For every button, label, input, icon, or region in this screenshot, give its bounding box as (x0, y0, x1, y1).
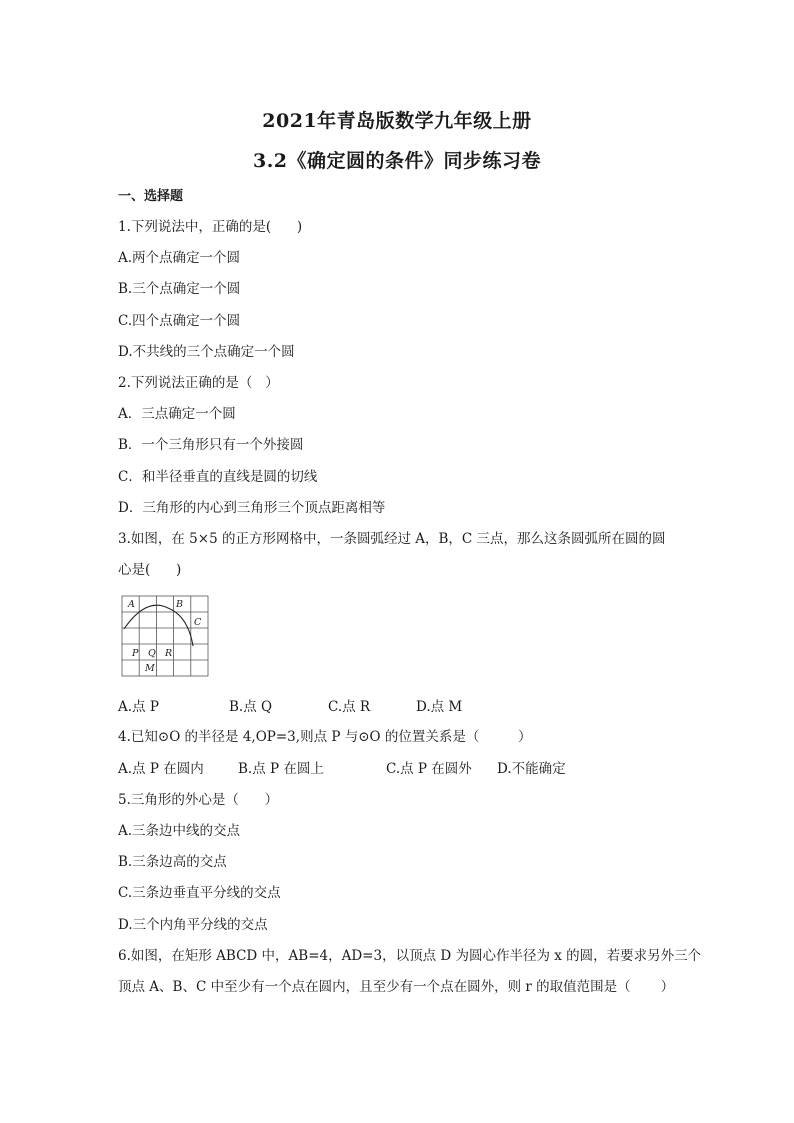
q1-option-a: A.两个点确定一个圆 (118, 250, 241, 266)
q4-stem: 4.已知⊙O 的半径是 4,OP=3,则点 P 与⊙O 的位置关系是（ ） (118, 729, 532, 745)
q4-option-c: C.点 P 在圆外 (386, 761, 472, 777)
q5-option-b: B.三条边高的交点 (118, 854, 227, 870)
q3-label-r: R (165, 648, 173, 659)
q2-stem: 2.下列说法正确的是（ ） (118, 375, 279, 391)
q5-option-d: D.三个内角平分线的交点 (118, 917, 268, 933)
q3-option-a: A.点 P (118, 699, 159, 715)
q3-stem-line1: 3.如图，在 5×5 的正方形网格中，一条圆弧经过 A，B，C 三点，那么这条圆弧所在圆的圆 (118, 531, 666, 547)
q5-stem: 5.三角形的外心是（ ） (118, 792, 279, 808)
q2-option-c: C．和半径垂直的直线是圆的切线 (118, 469, 318, 485)
q1-option-d: D.不共线的三个点确定一个圆 (118, 344, 295, 360)
q3-option-b: B.点 Q (229, 699, 273, 715)
q2-option-d: D．三角形的内心到三角形三个顶点距离相等 (118, 500, 386, 516)
q6-stem-line2: 顶点 A、B、C 中至少有一个点在圆内，且至少有一个点在圆外，则 r 的取值范围是（ ） (118, 979, 675, 995)
q4-option-d: D.不能确定 (497, 761, 566, 777)
q3-label-a: A (128, 599, 135, 610)
q4-option-a: A.点 P 在圆内 (118, 761, 204, 777)
page-title-line2: 3.2《确定圆的条件》同步练习卷 (252, 150, 542, 172)
q3-stem-line2: 心是( ) (118, 562, 182, 578)
q4-option-b: B.点 P 在圆上 (238, 761, 324, 777)
q2-option-b: B．一个三角形只有一个外接圆 (118, 437, 304, 453)
q1-option-c: C.四个点确定一个圆 (118, 313, 241, 329)
q5-option-a: A.三条边中线的交点 (118, 823, 241, 839)
q3-option-d: D.点 M (416, 699, 463, 715)
q1-stem: 1.下列说法中，正确的是( ) (118, 219, 303, 235)
q3-label-m: M (145, 663, 155, 674)
q2-option-a: A．三点确定一个圆 (118, 406, 236, 422)
q3-arc (124, 605, 193, 646)
section-heading: 一、选择题 (118, 189, 184, 204)
q1-option-b: B.三个点确定一个圆 (118, 281, 241, 297)
q3-label-c: C (194, 617, 202, 628)
q3-grid-figure (120, 594, 212, 680)
q3-label-b: B (176, 599, 183, 610)
q6-stem-line1: 6.如图，在矩形 ABCD 中，AB=4，AD=3，以顶点 D 为圆心作半径为 x 的圆，若要求另外三个 (118, 948, 702, 964)
page-title-line1: 2021年青岛版数学九年级上册 (262, 110, 532, 132)
q3-option-c: C.点 R (328, 699, 371, 715)
q3-label-p: P (132, 648, 139, 659)
q5-option-c: C.三条边垂直平分线的交点 (118, 885, 281, 901)
q3-label-q: Q (148, 648, 156, 659)
